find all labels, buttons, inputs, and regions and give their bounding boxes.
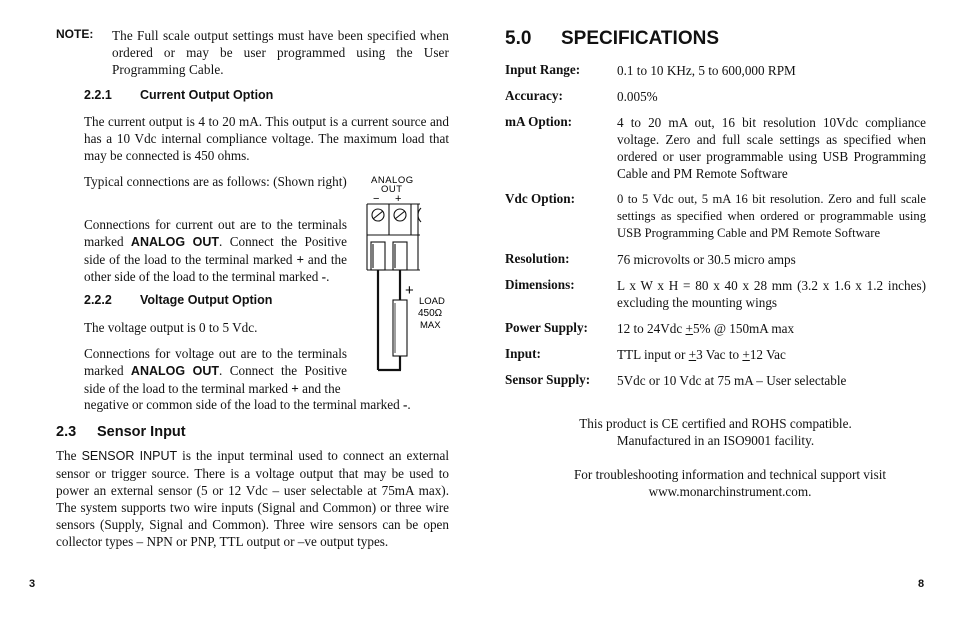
text-run: and the other side of the load to the terminal marked [84, 252, 347, 284]
note-label: NOTE: [56, 27, 94, 41]
diagram-plus-label: + [395, 193, 402, 205]
iso-line: Manufactured in an ISO9001 facility. [616, 433, 815, 448]
spec-value: L x W x H = 80 x 40 x 28 mm (3.2 x 1.6 x 1.2 inches) excluding the mounting wings [617, 278, 926, 310]
text-run: . [407, 397, 411, 412]
text-run: Connections for current out are to the terminals marked [84, 217, 347, 249]
plus-symbol: + [296, 252, 304, 267]
text-run: 3 Vac to [696, 347, 743, 362]
analog-out-keyword: ANALOG OUT [130, 235, 220, 249]
support-text [505, 466, 954, 500]
diagram-load-label: LOAD [419, 296, 445, 307]
page-number-left: 3 [29, 578, 36, 590]
spec-value: 0 to 5 Vdc out, 5 mA 16 bit resolution. Zero and full scale settings as specified when ordered or programmable using USB Programming Cable and PM Remote Software [617, 192, 926, 240]
terminal-block [367, 204, 421, 270]
current-connections-paragraph [84, 216, 347, 285]
website-link: www.monarchinstrument.com. [648, 484, 812, 499]
minus-symbol: - [402, 397, 408, 412]
text-run: . [326, 269, 330, 284]
typical-connections-paragraph: Typical connections are as follows: (Shown right) [84, 174, 347, 189]
spec-label: Input Range: [505, 62, 581, 77]
specifications-heading-title: SPECIFICATIONS [561, 28, 719, 49]
spec-value: 76 microvolts or 30.5 micro amps [617, 252, 796, 267]
voltage-connections-paragraph [84, 345, 347, 397]
section-2-3-number: 2.3 [56, 424, 77, 440]
spec-value [617, 320, 926, 337]
text-run: and the [298, 381, 341, 396]
spec-label: Input: [505, 346, 541, 361]
spec-label: Dimensions: [505, 277, 575, 292]
minus-symbol: - [321, 269, 327, 284]
sensor-input-keyword: SENSOR INPUT [81, 449, 178, 463]
page-number-right: 8 [918, 578, 925, 590]
spec-label: Resolution: [505, 251, 570, 266]
diagram-load-max: MAX [420, 320, 441, 331]
spec-value: 5Vdc or 10 Vdc at 75 mA – User selectable [617, 373, 847, 388]
analog-out-wiring-diagram [360, 172, 452, 377]
diagram-load-plus: + [405, 282, 414, 299]
ce-line: This product is CE certified and ROHS compatible. [579, 416, 852, 431]
text-run: TTL input or [617, 347, 689, 362]
text-run: . Connect the Positive side of the load to the terminal marked [84, 234, 348, 267]
diagram-load-ohms: 450Ω [418, 308, 443, 319]
voltage-output-paragraph: The voltage output is 0 to 5 Vdc. [84, 320, 258, 335]
text-run: 5% @ 150mA max [692, 321, 795, 336]
section-2-2-2-number: 2.2.2 [84, 293, 112, 307]
spec-label: Power Supply: [505, 320, 588, 335]
text-run: 12 to 24Vdc [617, 321, 686, 336]
plus-symbol: + [291, 381, 299, 396]
section-2-2-1-title: Current Output Option [140, 88, 274, 102]
voltage-connections-last-line [84, 396, 454, 413]
spec-label: mA Option: [505, 114, 573, 129]
diagram-out-label: OUT [381, 184, 403, 195]
spec-label: Vdc Option: [505, 191, 575, 206]
plus-minus-symbol: + [688, 347, 697, 362]
spec-value [617, 346, 926, 363]
text-run: is the input terminal used to connect an external sensor or trigger source. There is a voltage output that may be used to power an external sensor (5 or 12 Vdc – user selectable at 75mA max). The system supports two wire inputs (Signal and Common) or three wire sensors (Supply, Signal and Common). Three wire sensors can be open collector types – NPN or PNP, TTL output or –ve output types. [56, 448, 449, 549]
diagram-analog-label: ANALOG [371, 175, 414, 186]
section-2-2-1-number: 2.2.1 [84, 88, 112, 102]
analog-out-keyword: ANALOG OUT [130, 364, 220, 378]
text-run: Connections for voltage out are to the terminals marked [84, 346, 347, 378]
support-line: For troubleshooting information and technical support visit [573, 467, 887, 482]
spec-label: Sensor Supply: [505, 372, 591, 387]
sensor-input-paragraph [56, 447, 449, 550]
text-run: 12 Vac [749, 347, 786, 362]
spec-value: 4 to 20 mA out, 16 bit resolution 10Vdc compliance voltage. Zero and full scale settings as specified when ordered or user programmable using USB Programming Cable and PM Remote Software [617, 115, 926, 181]
specifications-heading-number: 5.0 [505, 28, 532, 49]
plus-minus-symbol: + [685, 321, 693, 336]
spec-value: 0.005% [617, 89, 658, 104]
section-2-3-title: Sensor Input [97, 424, 186, 440]
section-2-2-2-title: Voltage Output Option [140, 293, 273, 307]
ce-certification-text [505, 415, 926, 449]
plus-minus-symbol: + [742, 347, 750, 362]
diagram-minus-label: − [373, 193, 380, 205]
text-run: . Connect the Positive side of the load to the terminal marked [84, 363, 348, 396]
text-run: negative or common side of the load to the terminal marked [84, 397, 403, 412]
spec-value: 0.1 to 10 KHz, 5 to 600,000 RPM [617, 63, 796, 78]
spec-label: Accuracy: [505, 88, 563, 103]
text-run: The [56, 448, 82, 463]
current-output-paragraph: The current output is 4 to 20 mA. This output is a current source and has a 10 Vdc internal compliance voltage. The maximum load that may be connected is 450 ohms. [84, 114, 449, 163]
note-text: The Full scale output settings must have been specified when ordered or may be user programmed using the User Programming Cable. [112, 28, 449, 77]
